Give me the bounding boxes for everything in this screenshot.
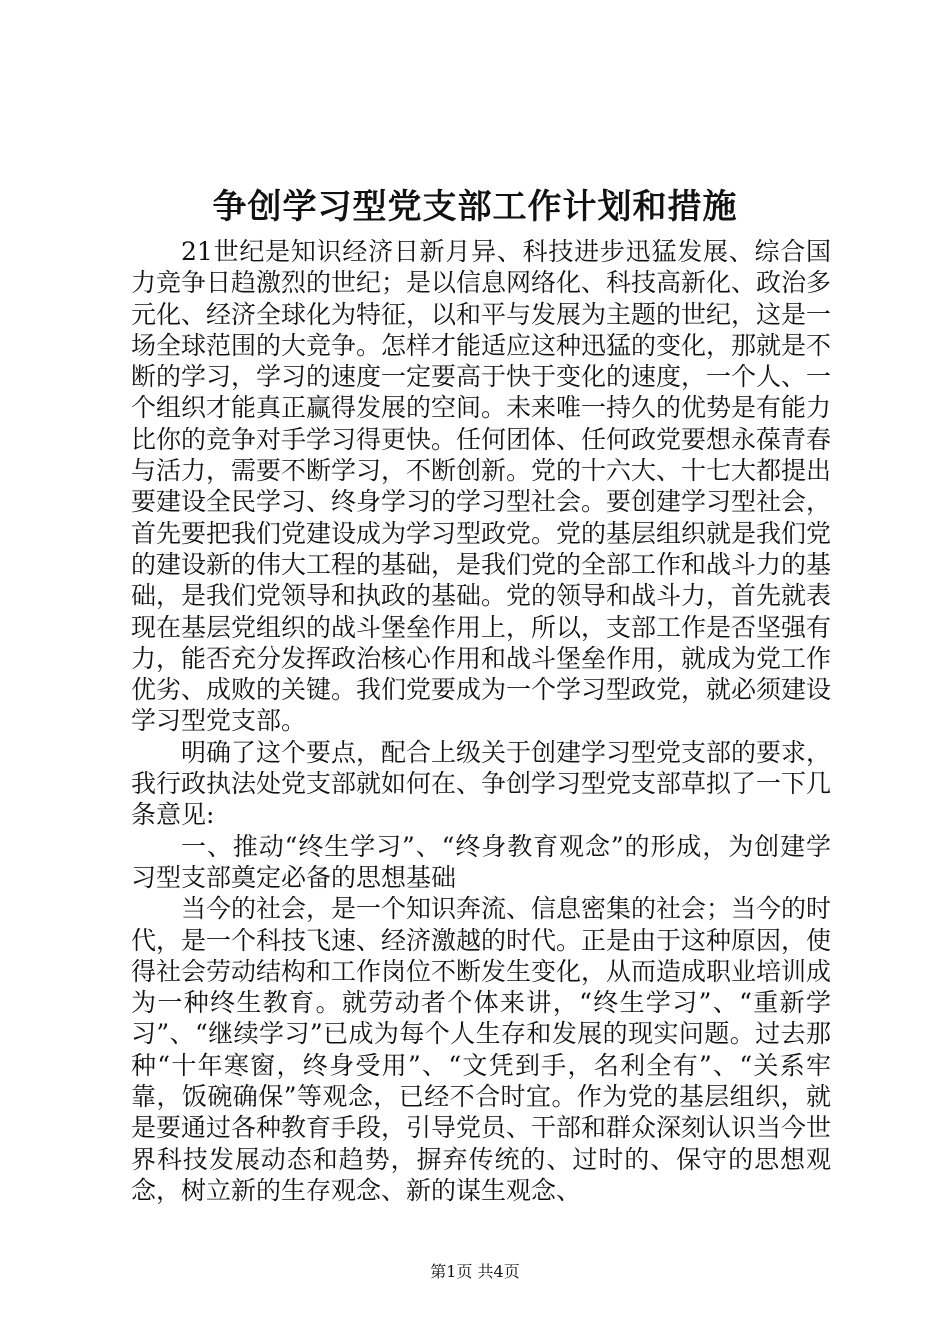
page-footer: 第1页 共4页 [430,1262,520,1281]
document-body [131,236,831,1206]
paragraph-intro: 21世纪是知识经济日新月异、科技进步迅猛发展、综合国力竞争日趋激烈的世纪；是以信息网络化、科技高新化、政治多元化、经济全球化为特征，以和平与发展为主题的世纪，这是一场全球范围的大竞争。怎样才能适应这种迅猛的变化，那就是不断的学习，学习的速度一定要高于快于变化的速度，一个人、一个组织才能真正赢得发展的空间。未来唯一持久的优势是有能力比你的竞争对手学习得更快。任何团体、任何政党要想永葆青春与活力，需要不断学习，不断创新。党的十六大、十七大都提出要建设全民学习、终身学习的学习型社会。要创建学习型社会，首先要把我们党建设成为学习型政党。党的基层组织就是我们党的建设新的伟大工程的基础，是我们党的全部工作和战斗力的基础，是我们党领导和执政的基础。党的领导和战斗力，首先就表现在基层党组织的战斗堡垒作用上，所以，支部工作是否坚强有力，能否充分发挥政治核心作用和战斗堡垒作用，就成为党工作优劣、成败的关键。我们党要成为一个学习型政党，就必须建设学习型党支部。 [131,237,832,736]
document-title: 争创学习型党支部工作计划和措施 [212,187,738,227]
paragraph-purpose: 明确了这个要点，配合上级关于创建学习型党支部的要求，我行政执法处党支部就如何在、争创学习型党支部草拟了一下几条意见: [131,737,832,830]
section-heading-1: 一、推动“终生学习”、“终身教育观念”的形成，为创建学习型支部奠定必备的思想基础 [131,831,831,892]
paragraph-section-1: 当今的社会，是一个知识奔流、信息密集的社会；当今的时代，是一个科技飞速、经济激越的时代。正是由于这种原因，使得社会劳动结构和工作岗位不断发生变化，从而造成职业培训成为一种终生教育。就劳动者个体来讲，“终生学习”、“重新学习”、“继续学习”已成为每个人生存和发展的现实问题。过去那种“十年寒窗，终身受用”、“文凭到手，名利全有”、“关系牢靠，饭碗确保”等观念，已经不合时宜。作为党的基层组织，就是要通过各种教育手段，引导党员、干部和群众深刻认识当今世界科技发展动态和趋势，摒弃传统的、过时的、保守的思想观念，树立新的生存观念、新的谋生观念、 [131,894,832,1205]
